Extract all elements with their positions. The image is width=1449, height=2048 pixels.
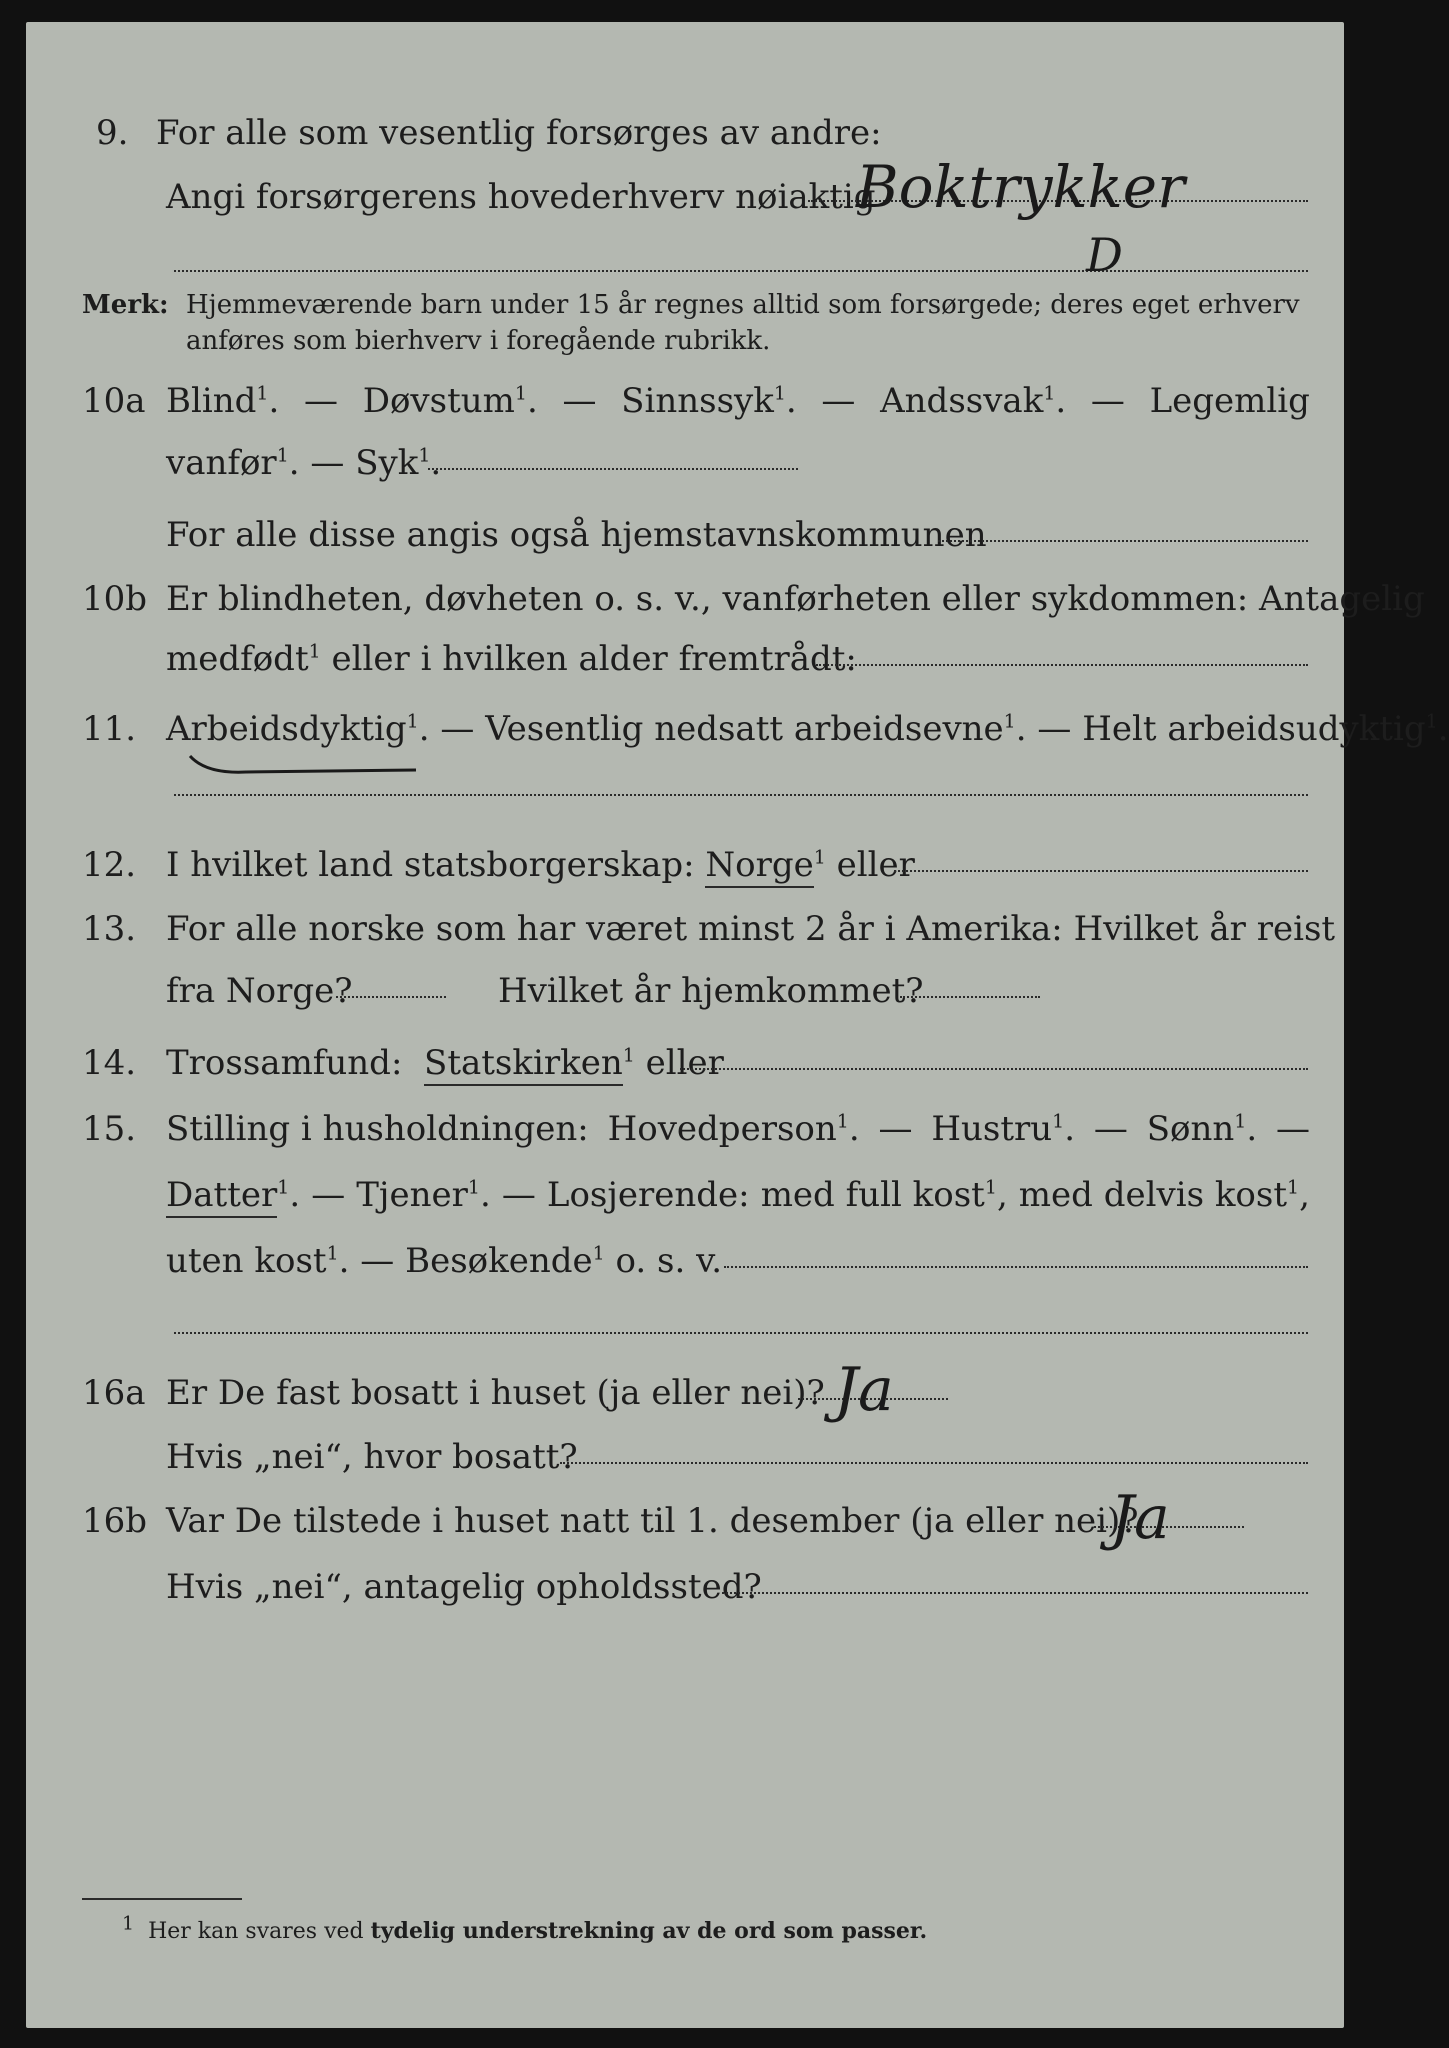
- q13-reist-line: [336, 996, 446, 998]
- footnote-rule: [82, 1898, 242, 1900]
- q10a-number: 10a: [82, 381, 146, 421]
- q16b-line2: Hvis „nei“, antagelig opholdssted?: [166, 1567, 762, 1607]
- q10a-line3: For alle disse angis også hjemstavnskommunen: [166, 515, 987, 555]
- q15-line3: uten kost$^1$. — Besøkende$^1$ o. s. v.: [166, 1241, 723, 1281]
- footnote: 1 Her kan svares ved tydelig understrekning av de ord som passer.: [122, 1912, 928, 1944]
- q10a-hjemstavn-line: [938, 540, 1308, 542]
- q10a-sinnssyk: Sinnssyk$^1$.: [621, 381, 797, 421]
- footnote-marker: 1: [122, 1912, 135, 1935]
- q14-line1: Trossamfund: Statskirken$^1$ eller: [166, 1046, 724, 1080]
- q11-number: 11.: [82, 709, 137, 749]
- q10a-dovstum: Døvstum$^1$.: [362, 381, 538, 421]
- q13-fra-norge: fra Norge?: [166, 971, 353, 1011]
- q10a-syk-line: [428, 468, 798, 470]
- q16a-line2: Hvis „nei“, hvor bosatt?: [166, 1437, 578, 1477]
- q10a-line1: Blind$^1$. — Døvstum$^1$. — Sinnssyk$^1$. — Andssvak$^1$. — Legemlig: [166, 381, 1310, 421]
- merk-line1: Hjemmeværende barn under 15 år regnes alltid som forsørgede; deres eget erhverv: [186, 290, 1300, 320]
- census-form-page: [26, 22, 1449, 2028]
- q12-norge-underlined: Norge: [705, 845, 813, 888]
- q13-number: 13.: [82, 909, 137, 949]
- q13-line1: For alle norske som har været minst 2 år i Amerika: Hvilket år reist: [166, 909, 1336, 949]
- q10a-blind: Blind$^1$.: [166, 381, 280, 421]
- q16b-opholdssted-line: [722, 1592, 1308, 1594]
- q16a-handwritten-answer: Ja: [834, 1355, 894, 1425]
- q10b-alder-line: [816, 664, 1308, 666]
- q15-number: 15.: [82, 1109, 137, 1149]
- q15-line1: Stilling i husholdningen: Hovedperson$^1$. — Hustru$^1$. — Sønn$^1$. —: [166, 1109, 1310, 1149]
- q12-number: 12.: [82, 845, 137, 885]
- q11-answer-line: [174, 794, 1308, 796]
- q10a-andssvak: Andssvak$^1$.: [880, 381, 1067, 421]
- merk-label: Merk:: [82, 290, 169, 320]
- q10b-line1: Er blindheten, døvheten o. s. v., vanførheten eller sykdommen: Antagelig: [166, 579, 1425, 619]
- q9-number: 9.: [96, 113, 129, 153]
- q10b-number: 10b: [82, 579, 148, 619]
- q16a-bosatt-line: [560, 1462, 1308, 1464]
- q11-handwritten-underline: [186, 752, 426, 782]
- q16a-number: 16a: [82, 1373, 146, 1413]
- merk-line2: anføres som bierhverv i foregående rubrikk.: [186, 326, 771, 356]
- q13-hjemkommet: Hvilket år hjemkommet?: [498, 971, 924, 1011]
- q14-statskirken-underlined: Statskirken: [424, 1043, 623, 1086]
- q15-answer-line: [174, 1332, 1308, 1334]
- q14-other-line: [680, 1068, 1308, 1070]
- q16b-number: 16b: [82, 1501, 148, 1541]
- q11-arbeidsdyktig: Arbeidsdyktig$^1$: [166, 709, 419, 749]
- q10b-line2: medfødt$^1$ eller i hvilken alder fremtrådt:: [166, 639, 857, 679]
- q15-line2: Datter$^1$. — Tjener$^1$. — Losjerende: med full kost$^1$, med delvis kost$^1$,: [166, 1178, 1310, 1212]
- q9-answer-line-2: [174, 270, 1308, 272]
- q14-number: 14.: [82, 1043, 137, 1083]
- q16b-handwritten-answer: Ja: [1110, 1483, 1170, 1553]
- q15-datter-underlined: Datter: [166, 1175, 277, 1218]
- q13-hjemkommet-line: [900, 996, 1040, 998]
- q9-handwritten-mark: D: [1086, 228, 1123, 282]
- q11-line1: Arbeidsdyktig$^1$. — Vesentlig nedsatt arbeidsevne$^1$. — Helt arbeidsudyktig$^1$.: [166, 709, 1449, 749]
- q12-other-line: [894, 870, 1308, 872]
- q9-handwritten-answer: Boktrykker: [856, 153, 1185, 221]
- q9-line2: Angi forsørgerens hovederhverv nøiaktig: [166, 177, 876, 217]
- q10a-line2: vanfør$^1$. — Syk$^1$.: [166, 443, 442, 483]
- q12-line1: I hvilket land statsborgerskap: Norge$^1$ eller: [166, 848, 915, 882]
- q15-other-line: [724, 1266, 1308, 1268]
- q9-line1: For alle som vesentlig forsørges av andre:: [156, 113, 882, 153]
- q16b-line1: Var De tilstede i huset natt til 1. desember (ja eller nei)?: [166, 1501, 1139, 1541]
- q16a-line1: Er De fast bosatt i huset (ja eller nei)?: [166, 1373, 825, 1413]
- q10a-legemlig: Legemlig: [1149, 381, 1310, 421]
